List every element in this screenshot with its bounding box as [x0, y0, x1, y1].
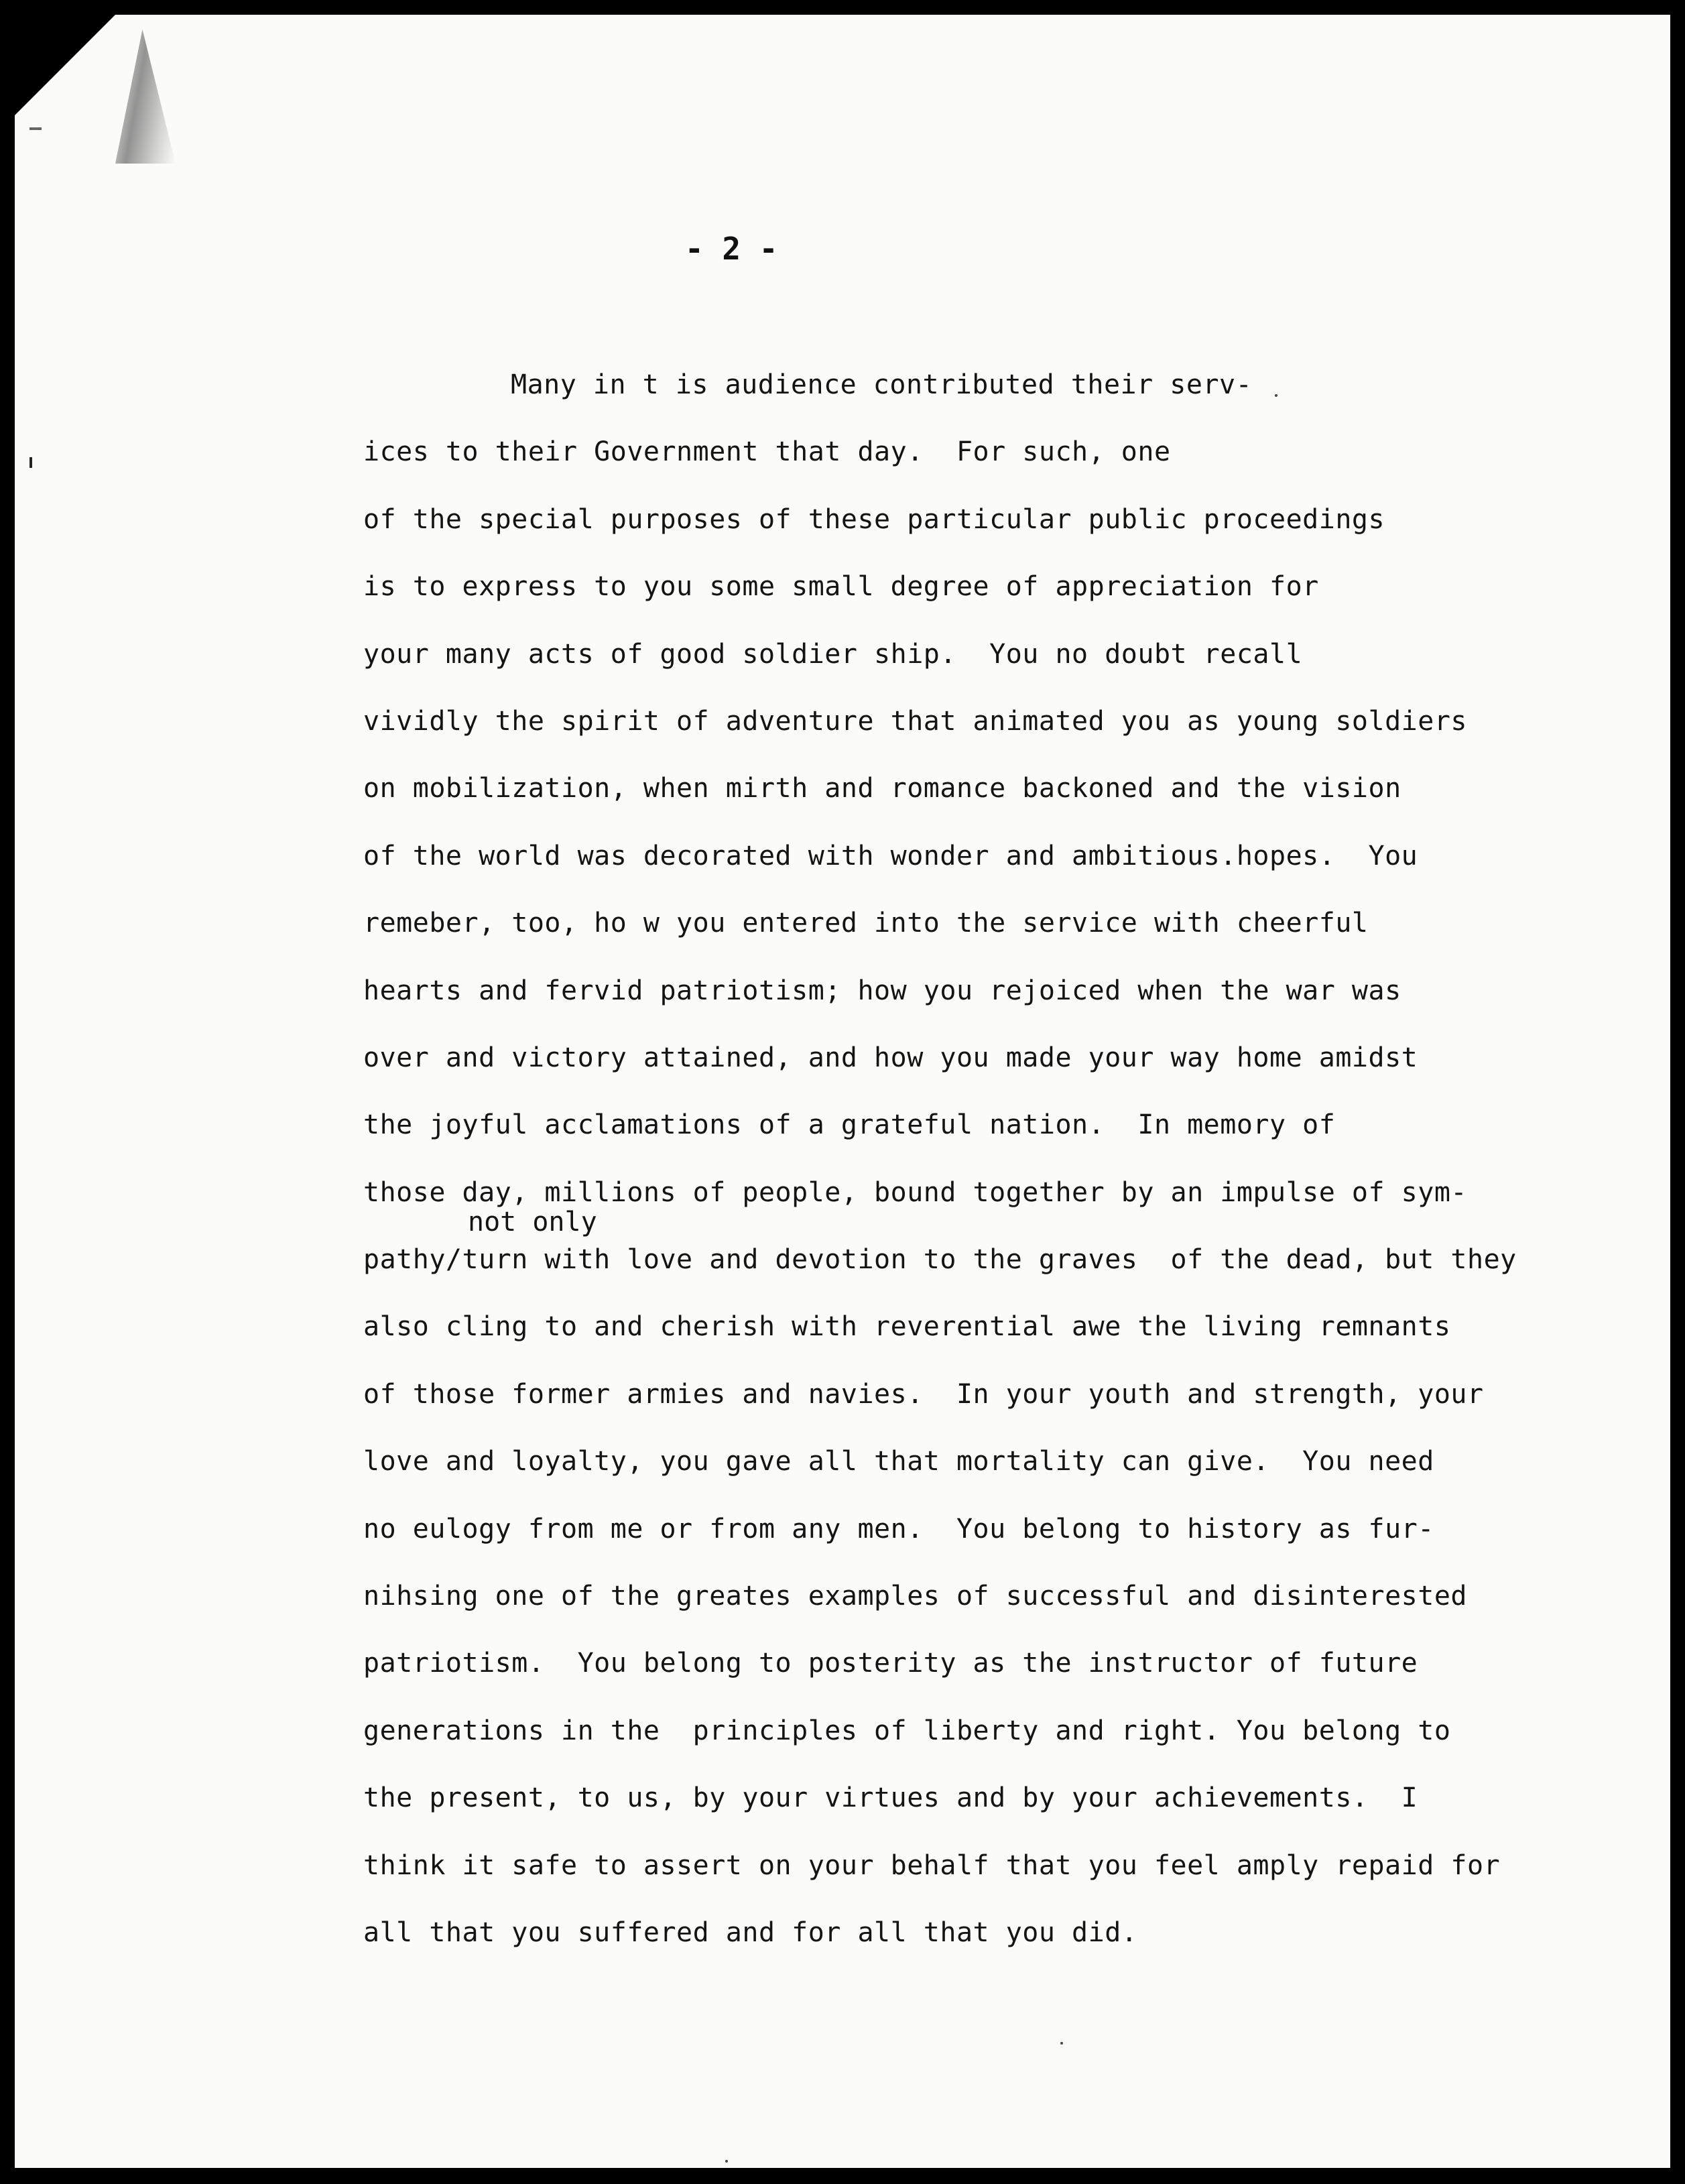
text-line: of the world was decorated with wonder and ambitious.hopes. You — [363, 840, 1418, 871]
text-line: the joyful acclamations of a grateful nation. In memory of — [363, 1109, 1336, 1141]
text-line: the present, to us, by your virtues and by your achievements. I — [363, 1782, 1418, 1814]
paper-speck — [1060, 2042, 1063, 2045]
text-line: of the special purposes of these particular public proceedings — [363, 503, 1385, 535]
text-line: of those former armies and navies. In your youth and strength, your — [363, 1378, 1484, 1410]
text-line: nihsing one of the greates examples of successful and disinterested — [363, 1581, 1467, 1612]
text-line: also cling to and cherish with reverential awe the living remnants — [363, 1311, 1451, 1343]
text-line: patriotism. You belong to posterity as the instructor of future — [363, 1648, 1418, 1679]
text-line: is to express to you some small degree of appreciation for — [363, 571, 1319, 603]
paper-speck — [1275, 394, 1277, 397]
text-line: over and victory attained, and how you made your way home amidst — [363, 1042, 1418, 1073]
text-line: generations in the principles of liberty and right. You belong to — [363, 1715, 1451, 1746]
text-line: hearts and fervid patriotism; how you rejoiced when the war was — [363, 975, 1401, 1006]
margin-mark — [29, 457, 32, 468]
interlinear-insertion: not only — [468, 1207, 597, 1237]
text-line: remeber, too, ho w you entered into the service with cheerful — [363, 908, 1369, 939]
text-line: on mobilization, when mirth and romance backoned and the vision — [363, 773, 1401, 804]
text-line: all that you suffered and for all that you did. — [363, 1917, 1138, 1948]
text-line: pathy/turn with love and devotion to the graves of the dead, but they — [363, 1244, 1517, 1276]
text-line: love and loyalty, you gave all that mortality can give. You need — [363, 1446, 1434, 1477]
text-line: vividly the spirit of adventure that animated you as young soldiers — [363, 705, 1467, 737]
folded-corner — [15, 15, 115, 115]
text-line: Many in t is audience contributed their serv- — [511, 369, 1253, 400]
corner-shadow — [115, 29, 176, 164]
body-text — [363, 351, 1517, 1966]
text-line: ices to their Government that day. For such, one — [363, 436, 1171, 468]
text-line: those day, millions of people, bound together by an impulse of sym- — [363, 1176, 1467, 1208]
document-page — [15, 15, 1670, 2168]
page-number: - 2 - — [685, 231, 778, 267]
text-line: your many acts of good soldier ship. You no doubt recall — [363, 638, 1303, 670]
text-line: think it safe to assert on your behalf that you feel amply repaid for — [363, 1849, 1501, 1881]
text-line: no eulogy from me or from any men. You belong to history as fur- — [363, 1513, 1434, 1544]
corner-mark — [29, 127, 42, 130]
paper-speck — [725, 2160, 728, 2163]
